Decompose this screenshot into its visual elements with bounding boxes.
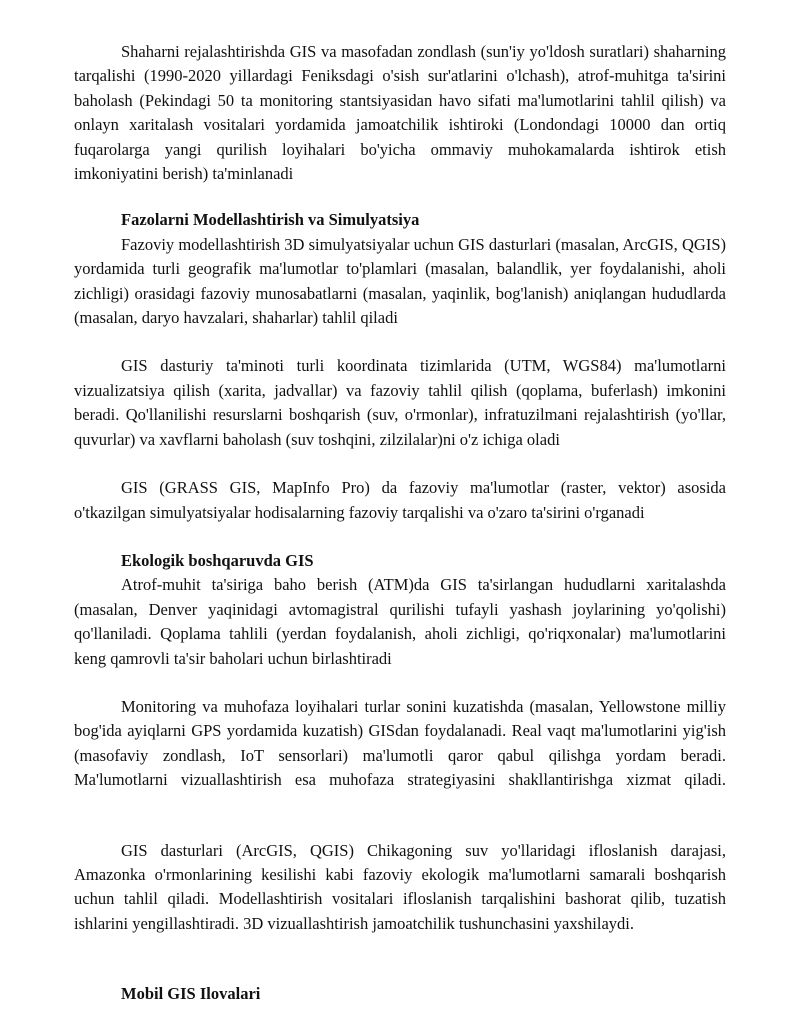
heading-spatial-modeling: Fazolarni Modellashtirish va Simulyatsiya [121, 210, 420, 230]
heading-ecological-management: Ekologik boshqaruvda GIS [121, 550, 314, 570]
paragraph-gis-software: GIS dasturiy ta'minoti turli koordinata tizimlarida (UTM, WGS84) ma'lumotlarni vizualizatsiya qilish (xarita, jadvallar) va fazoviy tahlil qilish (qoplama, buferlash) imkonini beradi. Qo'llanilishi resurslarni boshqarish (suv, o'rmonlar), infratuzilmani rejalashtirish (yo'llar, quvurlar) va xavflarni baholash (suv toshqini, zilzilalar)ni o'z ichiga oladi [74, 356, 726, 449]
paragraph-urban-planning: Shaharni rejalashtirishda GIS va masofadan zondlash (sun'iy yo'ldosh suratlari) shaharning tarqalishi (1990-2020 yillardagi Feniksdagi o'sish sur'atlarini o'lchash), atrof-muhitga ta'sirini baholash (Pekindagi 50 ta monitoring stantsiyasidan havo sifati ma'lumotlarini tahlil qilish) va onlayn xaritalash vositalari yordamida jamoatchilik ishtiroki (Londondagi 10000 dan ortiq fuqarolarga yangi qurilish loyihalari bo'yicha ommaviy muhokamalarda ishtirok etish imkoniyatini berish) ta'minlanadi [74, 42, 726, 184]
paragraph-spatial-modeling: Fazoviy modellashtirish 3D simulyatsiyalar uchun GIS dasturlari (masalan, ArcGIS, QGIS) yordamida turli geografik ma'lumotlar to'plamlari (masalan, balandlik, yer foydalanishi, aholi zichligi) orasidagi fazoviy munosabatlarni (masalan, yaqinlik, bog'lanish) aniqlangan hududlarda (masalan, daryo havzalari, shaharlar) tahlil qiladi [74, 234, 726, 328]
paragraph-environmental-impact: Atrof-muhit ta'siriga baho berish (ATM)da GIS ta'sirlangan hududlarni xaritalashda (masalan, Denver yaqinidagi avtomagistral qurilishi tufayli yashash joylarining yo'qolishi) qo'llaniladi. Qoplama tahlili (yerdan foydalanish, aholi zichligi, qo'riqxonalar) ma'lumotlarini keng qamrovli ta'sir baholari uchun birlashtiradi [74, 575, 726, 668]
paragraph-gis-ecology-analysis: GIS dasturlari (ArcGIS, QGIS) Chikagoning suv yo'llaridagi ifloslanish darajasi, Amazonka o'rmonlarining kesilishi kabi fazoviy ekologik ma'lumotlarni samarali boshqarish uchun tahlil qiladi. Modellashtirish vositalari ifloslanish tarqalishini bashorat qilib, tuzatish ishlarini yengillashtiradi. 3D vizuallashtirish jamoatchilik tushunchasini yaxshilaydi. [74, 840, 726, 933]
paragraph-gis-simulations: GIS (GRASS GIS, MapInfo Pro) da fazoviy ma'lumotlar (raster, vektor) asosida o'tkazilgan simulyatsiyalar hodisalarning fazoviy tarqalishi va o'zaro ta'sirini o'rganadi [74, 478, 726, 522]
heading-mobile-gis: Mobil GIS Ilovalari [121, 984, 261, 1004]
document-page [74, 40, 726, 1007]
paragraph-monitoring-conservation: Monitoring va muhofaza loyihalari turlar sonini kuzatishda (masalan, Yellowstone milliy bog'ida ayiqlarni GPS yordamida kuzatish) GISdan foydalanadi. Real vaqt ma'lumotlarini yig'ish (masofaviy zondlash, IoT sensorlari) ma'lumotli qaror qabul qilishga yordam beradi. Ma'lumotlarni vizuallashtirish esa muhofaza strategiyasini shakllantirishga xizmat qiladi. [74, 696, 726, 790]
